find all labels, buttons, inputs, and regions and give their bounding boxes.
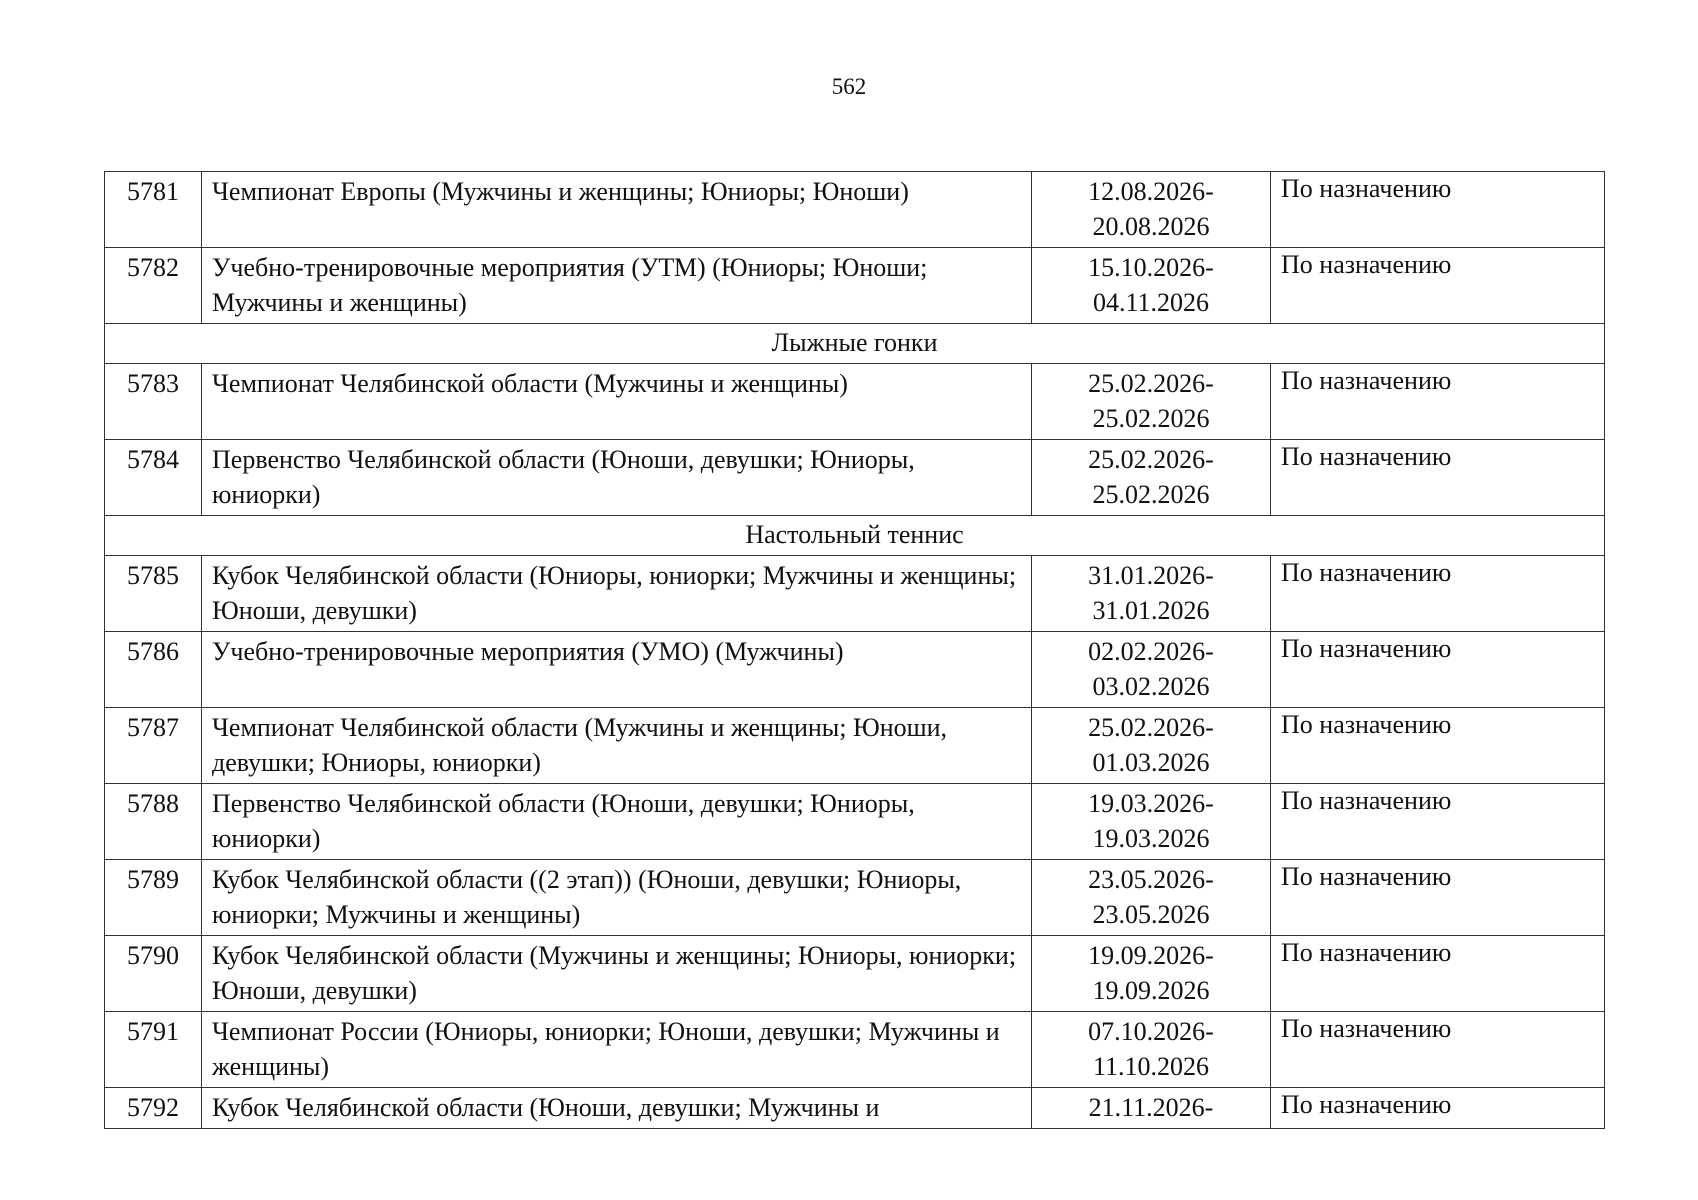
- event-row: [105, 708, 1605, 784]
- date-end: 03.02.2026: [1092, 672, 1210, 701]
- date-end: 20.08.2026: [1092, 212, 1210, 241]
- date-end: 23.05.2026: [1092, 900, 1210, 929]
- event-row: [105, 440, 1605, 516]
- event-dates: [1032, 708, 1271, 784]
- event-dates: [1032, 440, 1271, 516]
- event-location: По назначению: [1271, 860, 1605, 936]
- event-name: Учебно-тренировочные мероприятия (УТМ) (Юниоры; Юноши; Мужчины и женщины): [202, 248, 1032, 324]
- event-number: 5788: [105, 784, 202, 860]
- event-row: [105, 860, 1605, 936]
- event-dates: [1032, 556, 1271, 632]
- date-start: 12.08.2026-: [1088, 177, 1214, 206]
- section-header-row: [105, 324, 1605, 364]
- event-dates: [1032, 632, 1271, 708]
- event-name: Учебно-тренировочные мероприятия (УМО) (Мужчины): [202, 632, 1032, 708]
- event-number: 5790: [105, 936, 202, 1012]
- event-name: Чемпионат Челябинской области (Мужчины и женщины): [202, 364, 1032, 440]
- event-name: Кубок Челябинской области (Юноши, девушки; Мужчины и: [202, 1088, 1032, 1129]
- date-start: 23.05.2026-: [1088, 865, 1214, 894]
- event-number: 5781: [105, 172, 202, 248]
- event-number: 5785: [105, 556, 202, 632]
- event-row: [105, 364, 1605, 440]
- date-start: 02.02.2026-: [1088, 637, 1214, 666]
- event-name: Кубок Челябинской области (Мужчины и женщины; Юниоры, юниорки; Юноши, девушки): [202, 936, 1032, 1012]
- event-location: По назначению: [1271, 936, 1605, 1012]
- event-dates: [1032, 172, 1271, 248]
- event-dates: [1032, 1088, 1271, 1129]
- date-end: 25.02.2026: [1092, 480, 1210, 509]
- event-name: Кубок Челябинской области (Юниоры, юниорки; Мужчины и женщины; Юноши, девушки): [202, 556, 1032, 632]
- event-number: 5792: [105, 1088, 202, 1129]
- event-location: По назначению: [1271, 248, 1605, 324]
- date-end: 31.01.2026: [1092, 596, 1210, 625]
- event-name: Первенство Челябинской области (Юноши, девушки; Юниоры, юниорки): [202, 784, 1032, 860]
- date-start: 31.01.2026-: [1088, 561, 1214, 590]
- event-name: Чемпионат России (Юниоры, юниорки; Юноши, девушки; Мужчины и женщины): [202, 1012, 1032, 1088]
- event-row: [105, 784, 1605, 860]
- event-row: [105, 248, 1605, 324]
- event-location: По назначению: [1271, 708, 1605, 784]
- date-start: 25.02.2026-: [1088, 369, 1214, 398]
- section-title: Настольный теннис: [105, 516, 1605, 556]
- event-name: Первенство Челябинской области (Юноши, девушки; Юниоры, юниорки): [202, 440, 1032, 516]
- event-location: По назначению: [1271, 1088, 1605, 1129]
- section-title: Лыжные гонки: [105, 324, 1605, 364]
- events-table: [104, 171, 1605, 1129]
- date-start: 19.09.2026-: [1088, 941, 1214, 970]
- event-dates: [1032, 1012, 1271, 1088]
- event-row: [105, 936, 1605, 1012]
- events-table-body: [105, 172, 1605, 1129]
- event-dates: [1032, 784, 1271, 860]
- event-number: 5787: [105, 708, 202, 784]
- date-end: 01.03.2026: [1092, 748, 1210, 777]
- event-location: По назначению: [1271, 784, 1605, 860]
- page-number: 562: [831, 74, 867, 99]
- date-end: 04.11.2026: [1092, 288, 1210, 317]
- event-location: По назначению: [1271, 364, 1605, 440]
- event-location: По назначению: [1271, 1012, 1605, 1088]
- event-number: 5782: [105, 248, 202, 324]
- date-start: 07.10.2026-: [1088, 1017, 1214, 1046]
- event-row: [105, 1012, 1605, 1088]
- event-name: Кубок Челябинской области ((2 этап)) (Юноши, девушки; Юниоры, юниорки; Мужчины и женщины): [202, 860, 1032, 936]
- event-location: По назначению: [1271, 172, 1605, 248]
- event-location: По назначению: [1271, 556, 1605, 632]
- event-row: [105, 556, 1605, 632]
- event-dates: [1032, 248, 1271, 324]
- event-name: Чемпионат Европы (Мужчины и женщины; Юниоры; Юноши): [202, 172, 1032, 248]
- date-end: 19.03.2026: [1092, 824, 1210, 853]
- date-start: 15.10.2026-: [1088, 253, 1214, 282]
- date-end: 25.02.2026: [1092, 404, 1210, 433]
- event-number: 5786: [105, 632, 202, 708]
- date-start: 19.03.2026-: [1088, 789, 1214, 818]
- event-number: 5791: [105, 1012, 202, 1088]
- event-row: [105, 172, 1605, 248]
- event-number: 5789: [105, 860, 202, 936]
- date-start: 25.02.2026-: [1088, 713, 1214, 742]
- event-row: [105, 1088, 1605, 1129]
- event-number: 5783: [105, 364, 202, 440]
- event-dates: [1032, 860, 1271, 936]
- date-end: 11.10.2026: [1092, 1052, 1210, 1081]
- event-dates: [1032, 364, 1271, 440]
- date-end: 19.09.2026: [1092, 976, 1210, 1005]
- event-dates: [1032, 936, 1271, 1012]
- event-name: Чемпионат Челябинской области (Мужчины и женщины; Юноши, девушки; Юниоры, юниорки): [202, 708, 1032, 784]
- event-location: По назначению: [1271, 440, 1605, 516]
- event-location: По назначению: [1271, 632, 1605, 708]
- event-row: [105, 632, 1605, 708]
- section-header-row: [105, 516, 1605, 556]
- date-start: 21.11.2026-: [1088, 1093, 1214, 1122]
- event-number: 5784: [105, 440, 202, 516]
- date-start: 25.02.2026-: [1088, 445, 1214, 474]
